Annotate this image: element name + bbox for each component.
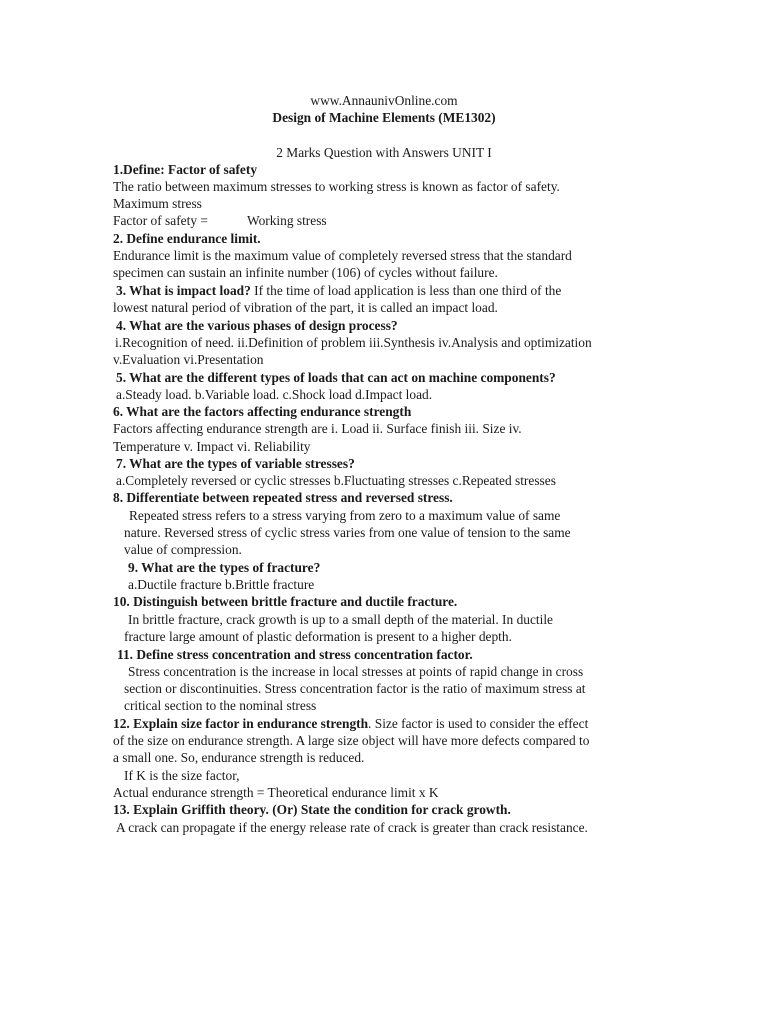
question-8: 8. Differentiate between repeated stress and reversed stress.	[113, 490, 453, 505]
answer-10-line-1: In brittle fracture, crack growth is up to a small depth of the material. In ductile	[128, 612, 554, 627]
answer-8-line-1: Repeated stress refers to a stress varying from zero to a maximum value of same	[129, 508, 561, 523]
answer-1-line-2: Maximum stress	[113, 196, 202, 211]
question-13: 13. Explain Griffith theory. (Or) State the condition for crack growth.	[113, 802, 511, 817]
answer-1-line-3a: Factor of safety =	[113, 213, 208, 228]
answer-12-line-5: Actual endurance strength = Theoretical endurance limit x K	[113, 785, 439, 800]
answer-11-line-3: critical section to the nominal stress	[124, 698, 317, 713]
answer-13-line-1: A crack can propagate if the energy release rate of crack is greater than crack resistance.	[116, 820, 588, 835]
question-10: 10. Distinguish between brittle fracture and ductile fracture.	[113, 594, 458, 609]
answer-12-line-4: If K is the size factor,	[124, 768, 240, 783]
answer-4-line-2: v.Evaluation vi.Presentation	[113, 352, 264, 367]
question-3: 3. What is impact load?	[116, 283, 251, 298]
answer-3-line-1: If the time of load application is less than one third of the	[250, 283, 562, 298]
answer-12-line-2: of the size on endurance strength. A large size object will have more defects compared to	[113, 733, 590, 748]
answer-7-line-1: a.Completely reversed or cyclic stresses b.Fluctuating stresses c.Repeated stresses	[116, 473, 556, 488]
question-12: 12. Explain size factor in endurance strength	[113, 716, 369, 731]
answer-2-line-1: Endurance limit is the maximum value of completely reversed stress that the standard	[113, 248, 572, 263]
question-11: 11. Define stress concentration and stress concentration factor.	[117, 647, 473, 662]
answer-6-line-1: Factors affecting endurance strength are i. Load ii. Surface finish iii. Size iv.	[113, 421, 522, 436]
question-7: 7. What are the types of variable stresses?	[116, 456, 355, 471]
answer-8-line-3: value of compression.	[124, 542, 242, 557]
site-url: www.AnnaunivOnline.com	[310, 93, 458, 108]
question-4: 4. What are the various phases of design process?	[116, 318, 398, 333]
document-title: Design of Machine Elements (ME1302)	[272, 110, 496, 125]
answer-3-line-2: lowest natural period of vibration of the part, it is called an impact load.	[113, 300, 498, 315]
answer-8-line-2: nature. Reversed stress of cyclic stress varies from one value of tension to the same	[124, 525, 571, 540]
answer-5-line-1: a.Steady load. b.Variable load. c.Shock load d.Impact load.	[116, 387, 433, 402]
answer-4-line-1: i.Recognition of need. ii.Definition of problem iii.Synthesis iv.Analysis and optimization	[115, 335, 592, 350]
answer-1-line-3b: Working stress	[247, 213, 327, 228]
answer-1-line-1: The ratio between maximum stresses to working stress is known as factor of safety.	[113, 179, 560, 194]
question-2: 2. Define endurance limit.	[113, 231, 261, 246]
answer-11-line-2: section or discontinuities. Stress concentration factor is the ratio of maximum stress at	[124, 681, 586, 696]
question-3-row	[116, 282, 561, 299]
answer-6-line-2: Temperature v. Impact vi. Reliability	[113, 439, 311, 454]
question-12-row	[113, 715, 588, 732]
question-9: 9. What are the types of fracture?	[128, 560, 321, 575]
answer-12-line-3: a small one. So, endurance strength is reduced.	[113, 750, 365, 765]
answer-9-line-1: a.Ductile fracture b.Brittle fracture	[128, 577, 315, 592]
answer-11-line-1: Stress concentration is the increase in local stresses at points of rapid change in cross	[128, 664, 584, 679]
question-1: 1.Define: Factor of safety	[113, 162, 258, 177]
document-subtitle: 2 Marks Question with Answers UNIT I	[276, 145, 492, 160]
question-6: 6. What are the factors affecting endurance strength	[113, 404, 412, 419]
answer-12-line-1: . Size factor is used to consider the effect	[368, 716, 589, 731]
question-5: 5. What are the different types of loads that can act on machine components?	[116, 370, 556, 385]
answer-10-line-2: fracture large amount of plastic deformation is present to a higher depth.	[124, 629, 512, 644]
answer-2-line-2: specimen can sustain an infinite number (106) of cycles without failure.	[113, 265, 498, 280]
